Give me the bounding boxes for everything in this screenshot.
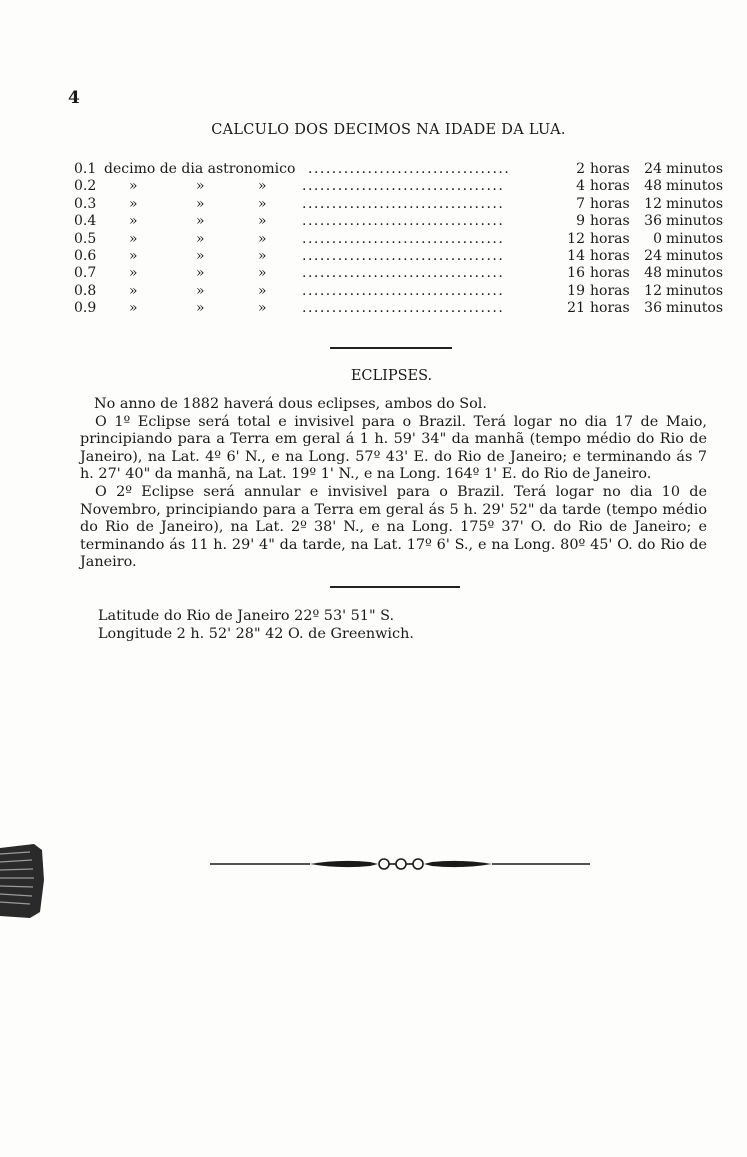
ditto-mark: » xyxy=(258,195,267,212)
ditto-mark: » xyxy=(196,265,205,282)
dot-leader: .................................. xyxy=(302,282,505,299)
minutes-label: minutos xyxy=(666,265,724,282)
ditto-mark: » xyxy=(129,195,138,212)
dot-leader: .................................. xyxy=(302,213,505,230)
row-description: decimo de dia astronomico xyxy=(104,161,296,177)
row-hours: 14 xyxy=(567,247,585,264)
ditto-mark: » xyxy=(258,247,267,264)
table-row xyxy=(74,300,724,317)
row-minutes: 24 xyxy=(644,161,662,177)
section-divider xyxy=(330,586,460,588)
minutes-label: minutos xyxy=(666,282,724,299)
ditto-mark: » xyxy=(129,265,138,282)
row-hours: 4 xyxy=(576,178,585,195)
ditto-mark: » xyxy=(196,230,205,247)
dot-leader: .................................. xyxy=(302,247,505,264)
row-hours: 16 xyxy=(567,265,585,282)
minutes-label: minutos xyxy=(666,178,724,195)
hours-label: horas xyxy=(590,300,630,317)
ditto-mark: » xyxy=(129,213,138,230)
hours-label: horas xyxy=(590,178,630,195)
dot-leader: .................................. xyxy=(302,300,505,317)
minutes-label: minutos xyxy=(666,161,724,177)
table-row xyxy=(74,213,724,230)
longitude-line: Longitude 2 h. 52' 28" 42 O. de Greenwich. xyxy=(98,626,414,642)
second-eclipse-paragraph: O 2º Eclipse será annular e invisivel para o Brazil. Terá logar no dia 10 de Novembro, principiando para a Terra em geral ás 5 h. 29' 52" da tarde (tempo médio do Rio de Janeiro), na Lat. 2º 38' N., e na Long. 175º 37' O. do Rio de Janeiro; e terminando ás 11 h. 29' 4" da tarde, na Lat. 17º 6' S., e na Long. 80º 45' O. do Rio de Janeiro. xyxy=(80,483,707,571)
ditto-mark: » xyxy=(129,282,138,299)
hours-label: horas xyxy=(590,265,630,282)
minutes-label: minutos xyxy=(666,195,724,212)
ditto-mark: » xyxy=(258,230,267,247)
row-minutes: 0 xyxy=(653,230,662,247)
hours-label: horas xyxy=(590,282,630,299)
minutes-label: minutos xyxy=(666,300,724,317)
ditto-mark: » xyxy=(129,300,138,317)
book-binding-edge-icon xyxy=(0,840,46,920)
ditto-mark: » xyxy=(196,178,205,195)
first-eclipse-paragraph: O 1º Eclipse será total e invisivel para o Brazil. Terá logar no dia 17 de Maio, principiando para a Terra em geral á 1 h. 59' 34" da manhã (tempo médio do Rio de Janeiro), na Lat. 4º 6' N., e na Long. 57º 43' E. do Rio de Janeiro; e terminando ás 7 h. 27' 40" da manhã, na Lat. 19º 1' N., e na Long. 164º 1' E. do Rio de Janeiro. xyxy=(80,413,707,483)
page-title: CALCULO DOS DECIMOS NA IDADE DA LUA. xyxy=(211,122,566,138)
dot-leader: .................................. xyxy=(308,161,511,177)
page-number: 4 xyxy=(68,88,80,108)
latitude-line: Latitude do Rio de Janeiro 22º 53' 51" S. xyxy=(98,608,395,624)
row-hours: 19 xyxy=(567,282,585,299)
row-minutes: 48 xyxy=(644,178,662,195)
ditto-mark: » xyxy=(258,265,267,282)
table-row xyxy=(74,282,724,300)
row-minutes: 12 xyxy=(644,282,662,299)
table-row xyxy=(74,230,724,248)
table-row xyxy=(74,161,724,178)
coordinates-block xyxy=(98,607,414,643)
ditto-mark: » xyxy=(258,213,267,230)
row-hours: 21 xyxy=(567,300,585,317)
row-decimal: 0.8 xyxy=(74,282,97,299)
row-minutes: 36 xyxy=(644,300,662,317)
row-minutes: 48 xyxy=(644,265,662,282)
row-decimal: 0.7 xyxy=(74,265,97,282)
row-hours: 9 xyxy=(576,213,585,230)
row-decimal: 0.1 xyxy=(74,161,97,177)
ditto-mark: » xyxy=(129,230,138,247)
row-hours: 2 xyxy=(576,161,585,177)
row-decimal: 0.5 xyxy=(74,230,97,247)
section-divider xyxy=(330,347,452,349)
hours-label: horas xyxy=(590,230,630,247)
row-minutes: 24 xyxy=(644,247,662,264)
row-decimal: 0.2 xyxy=(74,178,97,195)
row-decimal: 0.3 xyxy=(74,195,97,212)
ditto-mark: » xyxy=(129,178,138,195)
row-hours: 12 xyxy=(567,230,585,247)
row-decimal: 0.9 xyxy=(74,300,97,317)
ditto-mark: » xyxy=(258,282,267,299)
hours-label: horas xyxy=(590,161,630,177)
ditto-mark: » xyxy=(258,300,267,317)
ditto-mark: » xyxy=(196,195,205,212)
ditto-mark: » xyxy=(196,247,205,264)
row-decimal: 0.6 xyxy=(74,247,97,264)
ditto-mark: » xyxy=(196,300,205,317)
decimals-table xyxy=(74,161,724,318)
dot-leader: .................................. xyxy=(302,230,505,247)
minutes-label: minutos xyxy=(666,230,724,247)
row-minutes: 36 xyxy=(644,213,662,230)
dot-leader: .................................. xyxy=(302,178,505,195)
minutes-label: minutos xyxy=(666,247,724,264)
eclipses-heading: ECLIPSES. xyxy=(350,368,433,384)
table-row xyxy=(74,265,724,282)
dot-leader: .................................. xyxy=(302,195,505,212)
eclipses-text xyxy=(80,396,707,572)
table-row xyxy=(74,195,724,213)
hours-label: horas xyxy=(590,195,630,212)
table-row xyxy=(74,178,724,195)
ditto-mark: » xyxy=(258,178,267,195)
row-minutes: 12 xyxy=(644,195,662,212)
row-decimal: 0.4 xyxy=(74,213,97,230)
hours-label: horas xyxy=(590,213,630,230)
ditto-mark: » xyxy=(196,213,205,230)
minutes-label: minutos xyxy=(666,213,724,230)
ditto-mark: » xyxy=(129,247,138,264)
row-hours: 7 xyxy=(576,195,585,212)
hours-label: horas xyxy=(590,247,630,264)
table-row xyxy=(74,247,724,265)
ornamental-divider-icon xyxy=(210,852,590,876)
dot-leader: .................................. xyxy=(302,265,505,282)
eclipses-intro: No anno de 1882 haverá dous eclipses, ambos do Sol. xyxy=(94,396,487,412)
ditto-mark: » xyxy=(196,282,205,299)
